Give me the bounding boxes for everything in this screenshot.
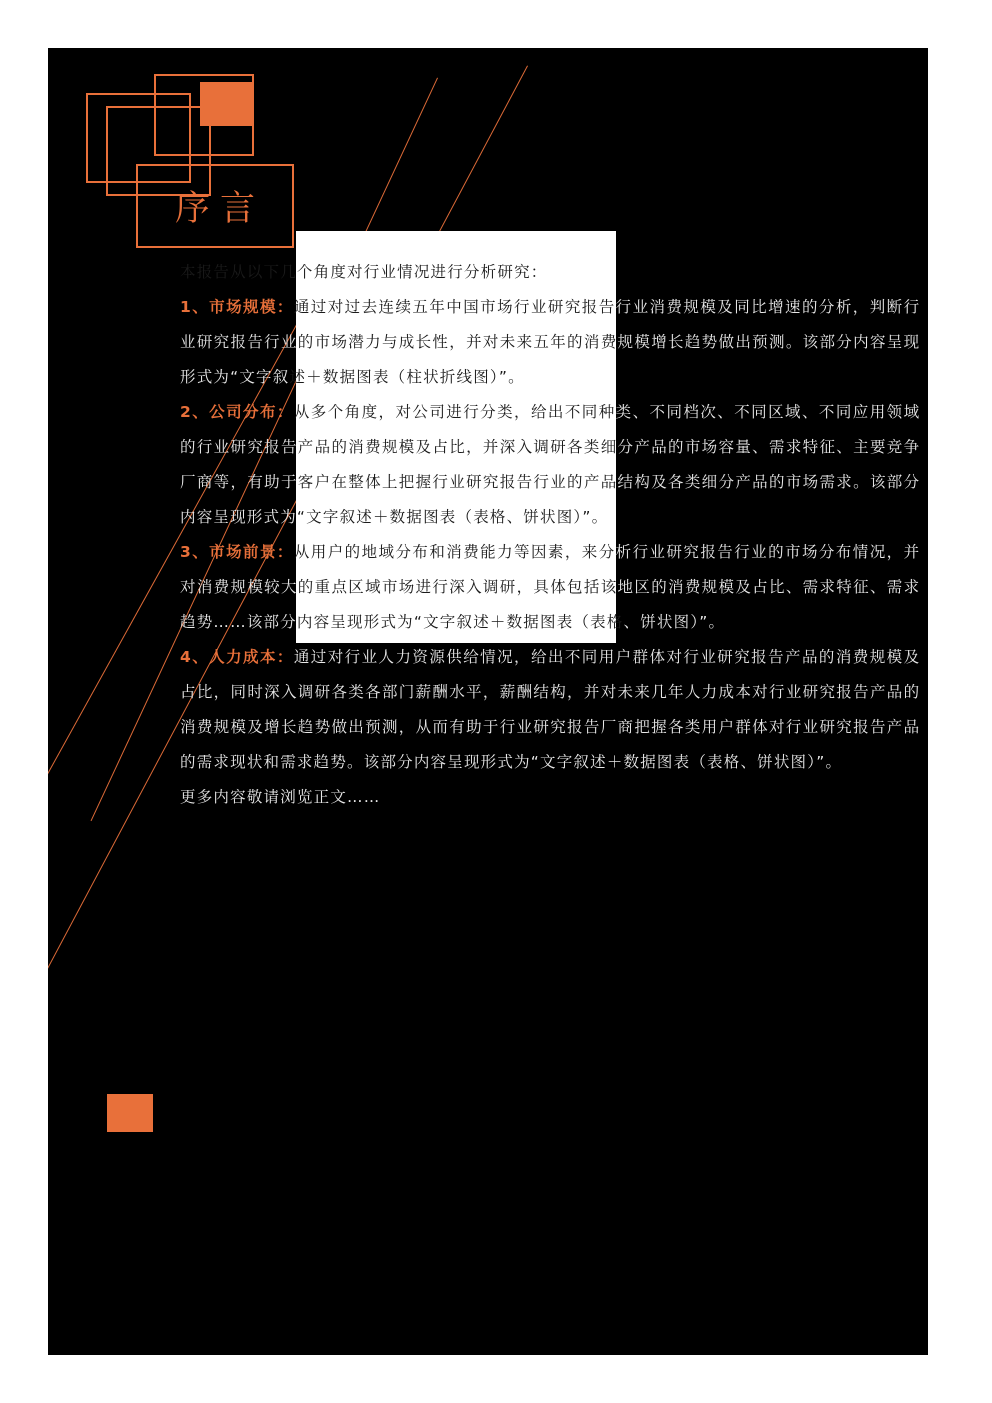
content-panel (48, 48, 928, 1355)
section-1-text: 通过对过去连续五年中国市场行业研究报告行业消费规模及同比增速的分析，判断行业研究报告行业的市场潜力与成长性，并对未来五年的消费规模增长趋势做出预测。该部分内容呈现形式为“文字叙述＋数据图表（柱状折线图）”。 (180, 298, 921, 386)
section-4-label: 4、人力成本： (180, 648, 294, 666)
section-paragraph-4 (180, 640, 920, 780)
section-2-text: 从多个角度，对公司进行分类，给出不同种类、不同档次、不同区域、不同应用领域的行业研究报告产品的消费规模及占比，并深入调研各类细分产品的市场容量、需求特征、主要竞争厂商等，有助于客户在整体上把握行业研究报告行业的产品结构及各类细分产品的市场需求。该部分内容呈现形式为“文字叙述＋数据图表（表格、饼状图）”。 (180, 403, 921, 526)
section-paragraph-2 (180, 395, 920, 535)
section-1-label: 1、市场规模： (180, 298, 294, 316)
intro-text: 本报告从以下几个角度对行业情况进行分析研究： (180, 263, 548, 281)
page-title: 序言 (174, 189, 265, 229)
section-3-text: 从用户的地域分布和消费能力等因素，来分析行业研究报告行业的市场分布情况，并对消费规模较大的重点区域市场进行深入调研，具体包括该地区的消费规模及占比、需求特征、需求趋势……该部分内容呈现形式为“文字叙述＋数据图表（表格、饼状图）”。 (180, 543, 921, 631)
decor-square-filled-1 (200, 82, 252, 126)
section-paragraph-1 (180, 290, 920, 395)
intro-paragraph (180, 255, 920, 290)
section-3-label: 3、市场前景： (180, 543, 294, 561)
section-4-text: 通过对行业人力资源供给情况，给出不同用户群体对行业研究报告产品的消费规模及占比，同时深入调研各类各部门薪酬水平，薪酬结构，并对未来几年人力成本对行业研究报告产品的消费规模及增长趋势做出预测，从而有助于行业研究报告厂商把握各类用户群体对行业研究报告产品的需求现状和需求趋势。该部分内容呈现形式为“文字叙述＋数据图表（表格、饼状图）”。 (180, 648, 921, 771)
section-paragraph-3 (180, 535, 920, 640)
decor-square-filled-2 (107, 1094, 153, 1132)
section-title-box (136, 164, 294, 248)
closing-text: 更多内容敬请浏览正文…… (180, 788, 381, 806)
report-body (180, 255, 920, 815)
section-2-label: 2、公司分布： (180, 403, 294, 421)
closing-paragraph (180, 780, 920, 815)
